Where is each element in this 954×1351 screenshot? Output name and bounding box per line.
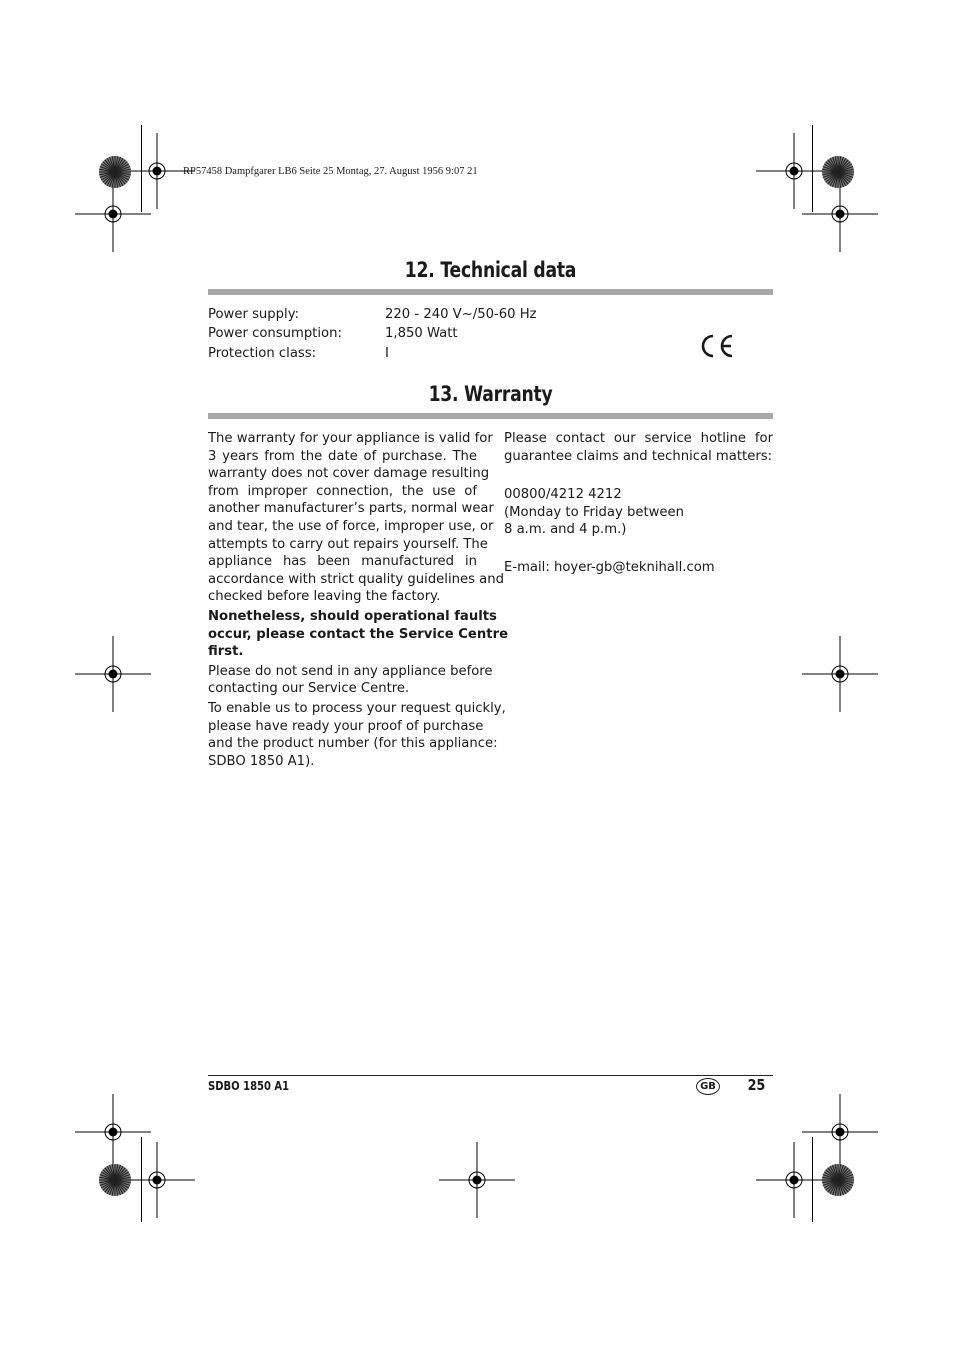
text-line: please have ready your proof of purchase — [208, 718, 484, 734]
language-badge: GB — [696, 1078, 720, 1095]
text-line: checked before leaving the factory. — [208, 589, 441, 605]
paragraph-validity — [208, 430, 504, 606]
warranty-left-column — [208, 430, 509, 770]
text-line: another manufacturer’s parts, normal wear — [208, 501, 494, 517]
text-line: accordance with strict quality guidelines and — [208, 571, 504, 587]
text-line: 3 years from the date of purchase. The — [208, 448, 477, 464]
section-divider — [208, 289, 773, 295]
tech-value: 220 - 240 V~/50-60 Hz — [385, 307, 537, 322]
warranty-right-column — [504, 430, 773, 577]
text-line: occur, please contact the Service Centre — [208, 626, 509, 642]
section-title-technical-data: 12. Technical data — [404, 258, 577, 282]
color-target-icon — [821, 155, 855, 189]
text-line: from improper connection, the use of — [208, 483, 477, 499]
color-target-icon — [821, 1163, 855, 1197]
text-line: (Monday to Friday between — [504, 504, 685, 520]
text-line: The warranty for your appliance is valid for — [208, 431, 493, 446]
tech-label: Protection class: — [208, 345, 317, 361]
tech-value: 1,850 Watt — [385, 326, 458, 342]
tech-values — [385, 305, 537, 363]
section-title-warranty: 13. Warranty — [428, 382, 553, 406]
print-slug: RP57458 Dampfgarer LB6 Seite 25 Montag, 27. August 1956 9:07 21 — [183, 166, 478, 177]
crop-line — [141, 125, 142, 212]
crop-line — [812, 1137, 813, 1222]
text-line: and the product number (for this appliance: — [208, 736, 498, 752]
tech-value: I — [385, 345, 389, 361]
text-line: guarantee claims and technical matters: — [504, 448, 773, 464]
tech-labels — [208, 305, 342, 363]
tech-label: Power supply: — [208, 307, 299, 322]
text-line: and tear, the use of force, improper use, or — [208, 518, 494, 534]
tech-label: Power consumption: — [208, 326, 342, 342]
text-line: Nonetheless, should operational faults — [208, 608, 497, 624]
crop-line — [141, 1137, 142, 1222]
crosshair-mark-icon — [437, 1140, 517, 1220]
text-line: first. — [208, 644, 244, 660]
section-divider — [208, 413, 773, 419]
page-number: 25 — [747, 1076, 766, 1094]
footer-model: SDBO 1850 A1 — [208, 1078, 290, 1093]
text-line: SDBO 1850 A1). — [208, 753, 315, 769]
hotline-number: 00800/4212 4212 — [504, 487, 622, 503]
crop-line — [812, 125, 813, 212]
text-line: contacting our Service Centre. — [208, 681, 410, 697]
paragraph-proof-of-purchase — [208, 700, 506, 770]
text-line: Please contact our service hotline for — [504, 431, 773, 446]
text-line: warranty does not cover damage resulting — [208, 466, 490, 482]
ce-mark-icon — [698, 333, 736, 359]
text-line: appliance has been manufactured in — [208, 554, 477, 570]
crosshair-mark-icon — [73, 634, 153, 714]
footer-rule — [208, 1075, 773, 1076]
paragraph-do-not-send — [208, 663, 493, 698]
color-target-icon — [98, 1163, 132, 1197]
paragraph-service-centre-notice — [208, 608, 509, 661]
crosshair-mark-icon — [800, 634, 880, 714]
text-line: attempts to carry out repairs yourself. The — [208, 536, 488, 552]
text-line: 8 a.m. and 4 p.m.) — [504, 522, 627, 538]
text-line: Please do not send in any appliance before — [208, 663, 493, 679]
email-address: E-mail: hoyer-gb@teknihall.com — [504, 559, 715, 575]
text-line: To enable us to process your request quickly, — [208, 700, 506, 716]
color-target-icon — [98, 155, 132, 189]
